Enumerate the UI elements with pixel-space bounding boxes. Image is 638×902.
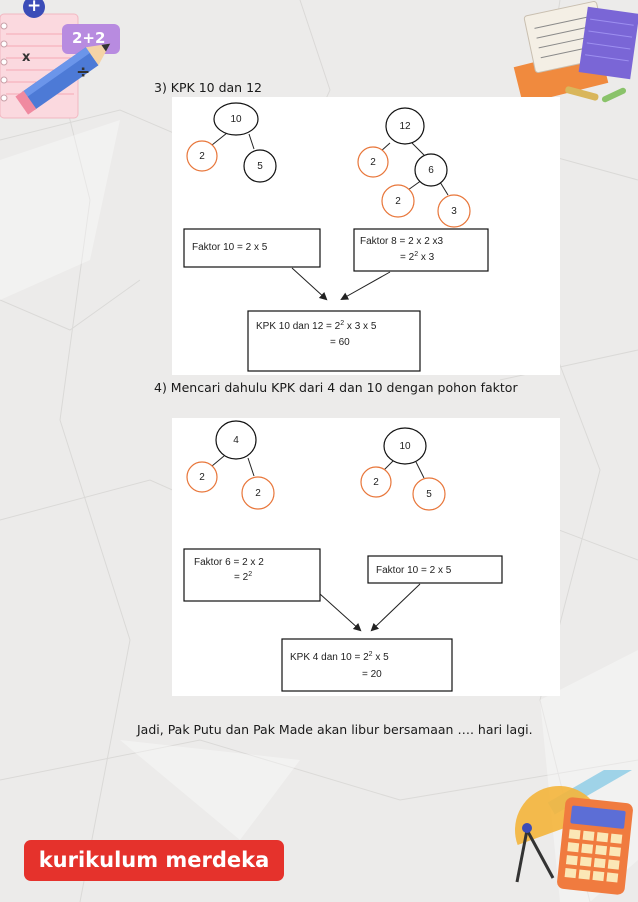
arrow-icon (372, 584, 420, 630)
factor-box-text: Faktor 10 = 2 x 5 (376, 565, 452, 576)
tree-node-label: 4 (233, 435, 239, 446)
card-label: 2+2 (72, 29, 106, 47)
tree-branch (249, 134, 254, 149)
exponent: 2 (248, 571, 253, 578)
exponent: 2 (340, 320, 345, 327)
tree-node-label: 5 (426, 489, 432, 500)
factor-box-text: Faktor 10 = 2 x 5 (192, 242, 268, 253)
calculator-icon (505, 770, 638, 902)
tree-node-label: 5 (257, 161, 263, 172)
section-3-heading: 3) KPK 10 dan 12 (154, 80, 262, 95)
plus-icon: + (27, 0, 42, 16)
tree-branch (412, 143, 424, 155)
conclusion-text: Jadi, Pak Putu dan Pak Made akan libur bersamaan …. hari lagi. (137, 722, 533, 737)
factor-tree-diagram-4 (172, 418, 560, 696)
kpk-result-text: KPK 10 dan 12 = 2 (256, 321, 341, 332)
exponent: 2 (368, 651, 373, 658)
factor-box-text: = 2 (400, 252, 415, 263)
tree-node-label: 3 (451, 206, 457, 217)
exponent: 2 (414, 251, 419, 258)
kpk-result-text: KPK 4 dan 10 = 2 (290, 652, 369, 663)
tree-branch (248, 458, 254, 476)
tree-branch (416, 462, 424, 478)
tree-branch (212, 456, 224, 466)
kpk-result-value: = 20 (362, 669, 382, 680)
tree-branch (440, 182, 448, 195)
tree-branch (212, 133, 227, 145)
divide-icon: ÷ (76, 62, 91, 82)
kpk-result-text: x 3 x 5 (344, 321, 377, 332)
factor-box-text: Faktor 6 = 2 x 2 (194, 557, 264, 568)
factor-box-text: x 3 (418, 252, 435, 263)
svg-text:= 22 x 3 (400, 251, 435, 263)
section-4-heading: 4) Mencari dahulu KPK dari 4 dan 10 dengan pohon faktor (154, 380, 518, 395)
kpk-result-box (282, 639, 452, 691)
tree-node-label: 2 (199, 151, 205, 162)
tree-node-label: 2 (370, 157, 376, 168)
arrow-icon (292, 268, 326, 299)
tree-node-label: 2 (255, 488, 261, 499)
factor-tree-diagram-3 (172, 97, 560, 375)
tree-node-label: 10 (399, 441, 411, 452)
kpk-result-value: = 60 (330, 337, 350, 348)
kpk-result-text: x 5 (372, 652, 389, 663)
arrow-icon (342, 272, 390, 299)
tree-node-label: 2 (373, 477, 379, 488)
tree-node-label: 2 (199, 472, 205, 483)
kurikulum-merdeka-badge: kurikulum merdeka (24, 840, 284, 881)
tree-node-label: 6 (428, 165, 434, 176)
pencil-icon (0, 0, 130, 135)
section-3-panel (172, 97, 560, 375)
math-sticker-top-left (0, 0, 130, 135)
tree-node-label: 12 (399, 121, 411, 132)
section-4-panel (172, 418, 560, 696)
factor-box-text: = 2 (234, 572, 249, 583)
svg-text:KPK 10 dan 12 = 22 x 3 x 5 (256, 320, 377, 332)
tree-branch (384, 460, 394, 470)
factor-box-text: Faktor 8 = 2 x 2 x3 (360, 236, 444, 247)
arrow-icon (320, 594, 360, 630)
tree-node-label: 10 (230, 114, 242, 125)
svg-text:KPK 4 dan 10 = 22 x 5 (290, 651, 389, 663)
times-icon: x (22, 50, 31, 65)
tree-node-label: 2 (395, 196, 401, 207)
